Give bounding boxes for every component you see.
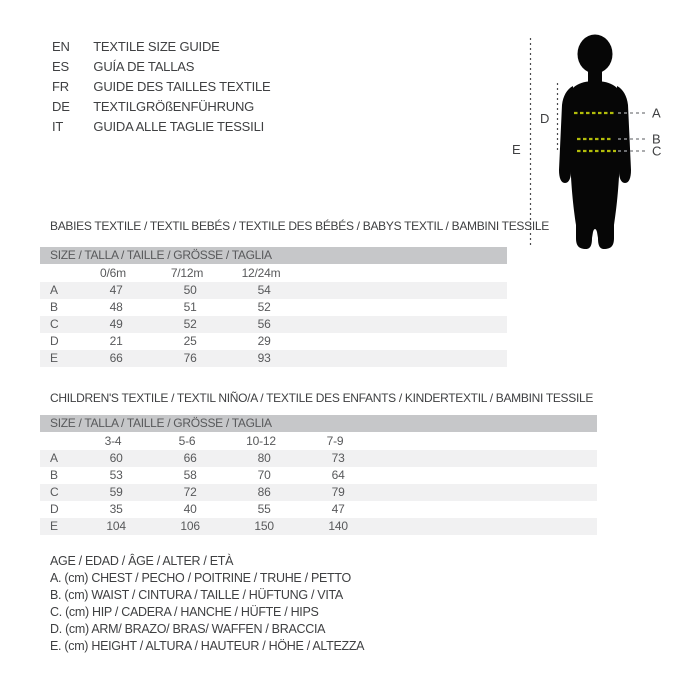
table-row <box>40 484 597 501</box>
column-header: 12/24m <box>241 266 281 280</box>
table-row <box>40 518 597 535</box>
language-title: GUIDA ALLE TAGLIE TESSILI <box>93 119 265 134</box>
language-row <box>52 37 271 57</box>
column-header: 3-4 <box>104 434 122 448</box>
cell-value: 104 <box>106 519 126 533</box>
language-code: IT <box>52 119 64 134</box>
cell-value: 40 <box>183 502 197 516</box>
table-header-bar: SIZE / TALLA / TAILLE / GRÖSSE / TAGLIA <box>40 415 597 432</box>
cell-value: 60 <box>109 451 123 465</box>
language-list <box>52 37 271 137</box>
legend-line: B. (cm) WAIST / CINTURA / TAILLE / HÜFTUNG / VITA <box>50 588 343 602</box>
row-label: D <box>50 502 59 516</box>
cell-value: 55 <box>257 502 271 516</box>
cell-value: 76 <box>183 351 197 365</box>
language-row <box>52 97 271 117</box>
table-row <box>40 299 507 316</box>
cell-value: 59 <box>109 485 123 499</box>
cell-value: 93 <box>257 351 271 365</box>
table-row <box>40 282 507 299</box>
table-row <box>40 501 597 518</box>
language-row <box>52 57 271 77</box>
table-row <box>40 333 507 350</box>
language-code: FR <box>52 79 69 94</box>
cell-value: 29 <box>257 334 271 348</box>
cell-value: 49 <box>109 317 123 331</box>
cell-value: 73 <box>331 451 345 465</box>
cell-value: 56 <box>257 317 271 331</box>
legend-line: A. (cm) CHEST / PECHO / POITRINE / TRUHE / PETTO <box>50 571 351 585</box>
table-header-bar: SIZE / TALLA / TAILLE / GRÖSSE / TAGLIA <box>40 247 507 264</box>
legend-line: E. (cm) HEIGHT / ALTURA / HAUTEUR / HÖHE / ALTEZZA <box>50 639 365 653</box>
cell-value: 48 <box>109 300 123 314</box>
row-label: E <box>50 519 58 533</box>
legend-line: D. (cm) ARM/ BRAZO/ BRAS/ WAFFEN / BRACCIA <box>50 622 326 636</box>
cell-value: 25 <box>183 334 197 348</box>
table-row <box>40 450 597 467</box>
children-table-title: CHILDREN'S TEXTILE / TEXTIL NIÑO/A / TEXTILE DES ENFANTS / KINDERTEXTIL / BAMBINI TESSILE <box>50 391 594 405</box>
cell-value: 53 <box>109 468 123 482</box>
language-title: GUIDE DES TAILLES TEXTILE <box>93 79 271 94</box>
cell-value: 35 <box>109 502 123 516</box>
cell-value: 52 <box>183 317 197 331</box>
row-label: C <box>50 317 59 331</box>
label-b-waist: B <box>652 131 661 147</box>
babies-table-title: BABIES TEXTILE / TEXTIL BEBÉS / TEXTILE DES BÉBÉS / BABYS TEXTIL / BAMBINI TESSILE <box>50 219 549 233</box>
language-code: DE <box>52 99 70 114</box>
label-d-arm: D <box>540 111 550 126</box>
language-title: GUÍA DE TALLAS <box>93 59 195 74</box>
silhouette-right-arm <box>617 86 631 183</box>
cell-value: 66 <box>183 451 197 465</box>
babies-size-table <box>40 247 507 367</box>
label-c-hip: C <box>652 143 662 159</box>
language-code: EN <box>52 39 70 54</box>
row-label: B <box>50 468 58 482</box>
cell-value: 140 <box>328 519 348 533</box>
column-header: 7/12m <box>170 266 204 280</box>
column-header-row <box>40 264 507 282</box>
row-label: C <box>50 485 59 499</box>
table-body <box>40 282 507 367</box>
cell-value: 79 <box>331 485 345 499</box>
silhouette-body <box>567 81 623 249</box>
language-title: TEXTILE SIZE GUIDE <box>93 39 220 54</box>
label-a-chest: A <box>652 105 661 121</box>
cell-value: 86 <box>257 485 271 499</box>
language-title: TEXTILGRÖßENFÜHRUNG <box>93 99 255 114</box>
cell-value: 52 <box>257 300 271 314</box>
cell-value: 47 <box>331 502 345 516</box>
cell-value: 21 <box>109 334 123 348</box>
language-row <box>52 117 271 137</box>
table-row <box>40 467 597 484</box>
cell-value: 64 <box>331 468 345 482</box>
table-row <box>40 316 507 333</box>
column-header: 0/6m <box>100 266 126 280</box>
row-label: D <box>50 334 59 348</box>
row-label: A <box>50 283 58 297</box>
column-header-row <box>40 432 597 450</box>
cell-value: 51 <box>183 300 197 314</box>
legend-line: C. (cm) HIP / CADERA / HANCHE / HÜFTE / HIPS <box>50 605 319 619</box>
column-header: 5-6 <box>178 434 196 448</box>
table-body <box>40 450 597 535</box>
language-row <box>52 77 271 97</box>
silhouette-left-arm <box>559 86 573 183</box>
column-header: 7-9 <box>326 434 344 448</box>
table-row <box>40 350 507 367</box>
cell-value: 72 <box>183 485 197 499</box>
row-label: E <box>50 351 58 365</box>
cell-value: 54 <box>257 283 271 297</box>
cell-value: 106 <box>180 519 200 533</box>
cell-value: 80 <box>257 451 271 465</box>
legend-line: AGE / EDAD / ÂGE / ALTER / ETÀ <box>50 554 234 568</box>
children-size-table <box>40 415 597 535</box>
label-e-height: E <box>512 142 521 157</box>
column-header: 10-12 <box>246 434 276 448</box>
language-code: ES <box>52 59 69 74</box>
row-label: A <box>50 451 58 465</box>
cell-value: 50 <box>183 283 197 297</box>
child-silhouette <box>559 35 631 250</box>
cell-value: 70 <box>257 468 271 482</box>
row-label: B <box>50 300 58 314</box>
cell-value: 58 <box>183 468 197 482</box>
measurement-legend <box>50 553 364 655</box>
cell-value: 150 <box>254 519 274 533</box>
cell-value: 47 <box>109 283 123 297</box>
cell-value: 66 <box>109 351 123 365</box>
